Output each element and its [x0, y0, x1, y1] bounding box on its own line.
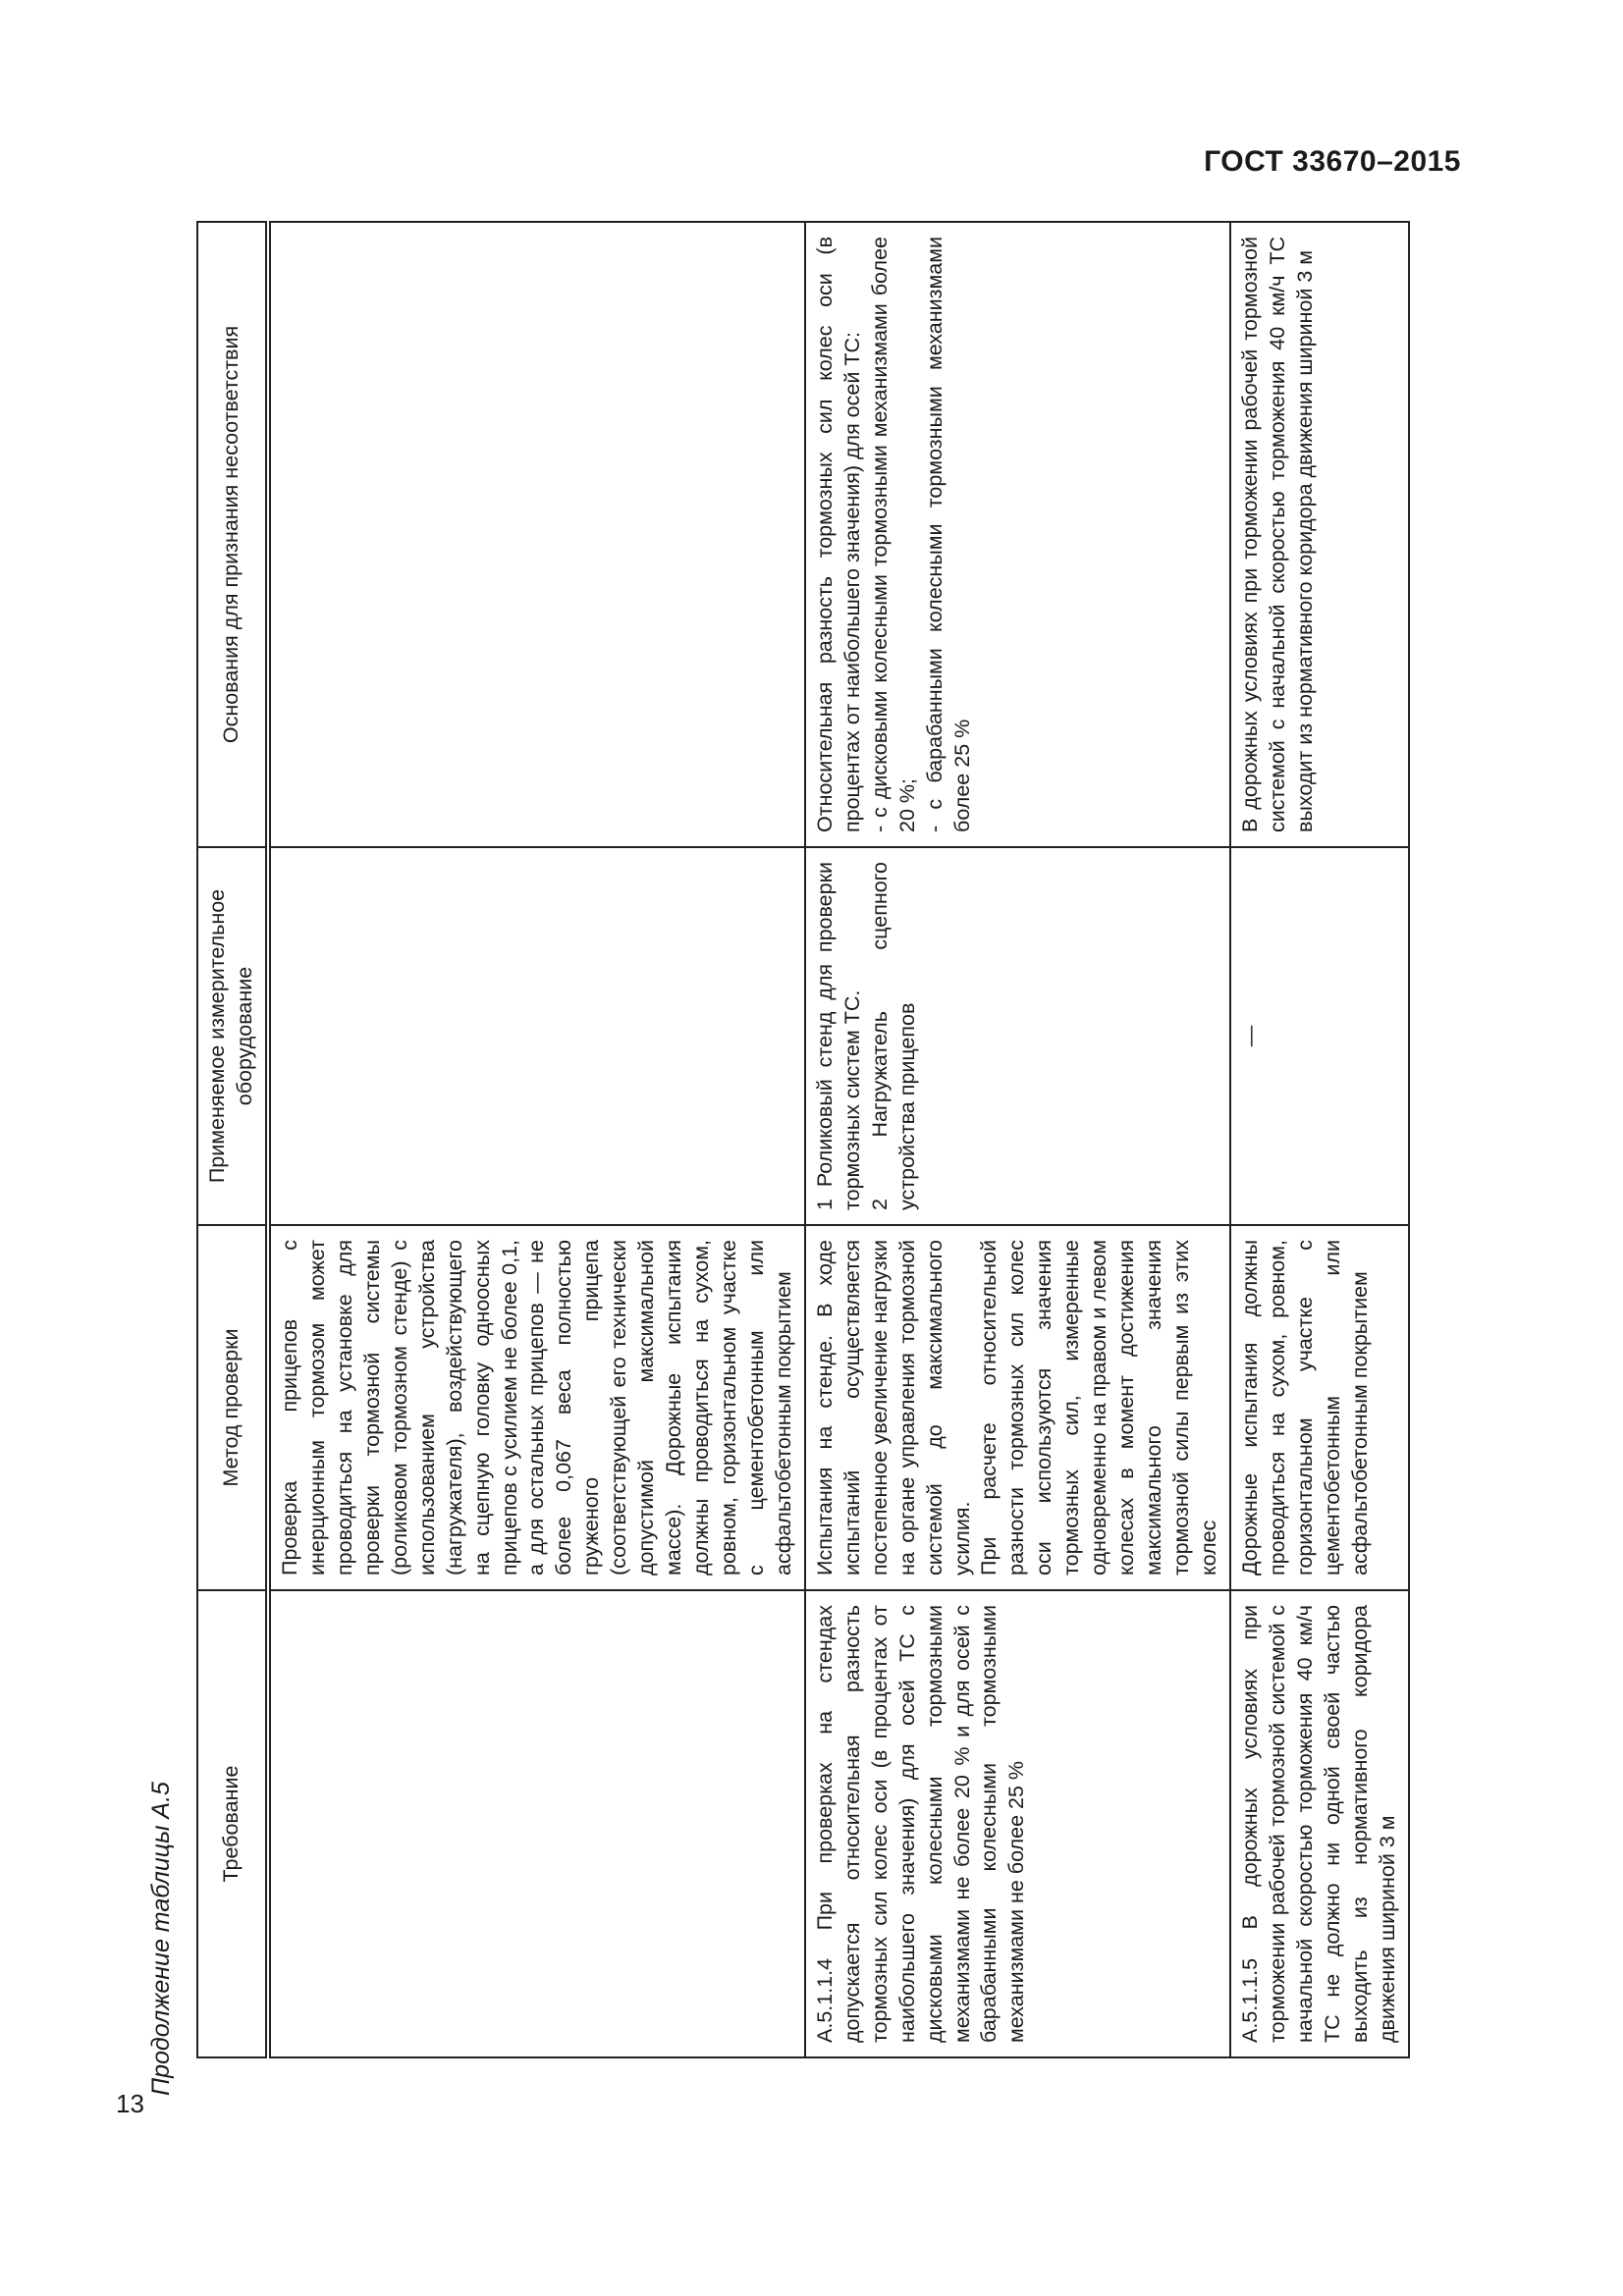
table-row — [268, 222, 805, 2057]
grounds-cell — [268, 222, 805, 847]
requirement-cell — [268, 1590, 805, 2057]
method-paragraph: При расчете относительной разности тормозных сил колес оси используются значения тормозных сил, измеренные одновременно на правом и левом колесах в момент достижения максимального значения тормозной силы первым из этих колес — [977, 1240, 1220, 1575]
method-paragraph: Испытания на стенде. В ходе испытаний осуществляется постепенное увеличение нагрузки на органе управления тормозной системой до максимального усилия. — [812, 1240, 974, 1575]
column-header-grounds: Основания для признания несоответствия — [197, 222, 268, 847]
requirement-cell: А.5.1.1.4 При проверках на стендах допускается относительная разность тормозных сил колес оси (в процентах от наибольшего значения) для осей ТС с дисковыми колесными тормозными механизмами не более 20 % и для осей с барабанными колесными тормозными механизмами не более 25 % — [805, 1590, 1230, 2057]
method-cell: Проверка прицепов с инерционным тормозом может проводиться на установке для проверки тормозной системы (роликовом тормозном стенде) с использованием устройства (нагружателя), воздействующего на сцепную головку одноосных прицепов с усилием не более 0,1, а для остальных прицепов — не более 0,067 веса полностью груженого прицепа (соответствующей его технически допустимой максимальной массе). Дорожные испытания должны проводиться на сухом, ровном, горизонтальном участке с цементобетонным или асфальтобетонным покрытием — [268, 1225, 805, 1590]
rotated-page-content — [147, 147, 1463, 2096]
grounds-line: - с дисковыми колесными тормозными механизмами более 20 %; — [867, 237, 919, 832]
table-header-row — [197, 222, 268, 2057]
column-header-equipment: Применяемое измерительное оборудование — [197, 847, 268, 1225]
equipment-cell: — — [1230, 847, 1409, 1225]
grounds-cell: В дорожных условиях при торможении рабочей тормозной системой с начальной скоростью торможения 40 км/ч ТС выходит из нормативного коридора движения шириной 3 м — [1230, 222, 1409, 847]
grounds-line: Относительная разность тормозных сил колес оси (в процентах от наибольшего значения) для осей ТС: — [812, 237, 864, 832]
grounds-cell — [805, 222, 1230, 847]
column-header-method: Метод проверки — [197, 1225, 268, 1590]
method-cell: Дорожные испытания должны проводиться на сухом, ровном, горизонтальном участке с цементобетонным или асфальтобетонным покрытием — [1230, 1225, 1409, 1590]
equipment-cell — [805, 847, 1230, 1225]
page-number: 13 — [116, 2089, 144, 2118]
requirements-table — [196, 221, 1410, 2058]
equipment-item: 1 Роликовый стенд для проверки тормозных систем ТС. — [812, 862, 864, 1210]
method-cell — [805, 1225, 1230, 1590]
standard-number-header: ГОСТ 33670–2015 — [1204, 145, 1461, 178]
grounds-line: - с барабанными колесными тормозными механизмами более 25 % — [922, 237, 974, 832]
equipment-item: 2 Нагружатель сцепного устройства прицепов — [867, 862, 919, 1210]
requirement-cell: А.5.1.1.5 В дорожных условиях при торможении рабочей тормозной системой с начальной скоростью торможения 40 км/ч ТС не должно ни одной своей частью выходить из нормативного коридора движения шириной 3 м — [1230, 1590, 1409, 2057]
table-caption: Продолжение таблицы А.5 — [147, 1782, 175, 2096]
table-row — [1230, 222, 1409, 2057]
equipment-cell — [268, 847, 805, 1225]
table-row — [805, 222, 1230, 2057]
column-header-requirement: Требование — [197, 1590, 268, 2057]
